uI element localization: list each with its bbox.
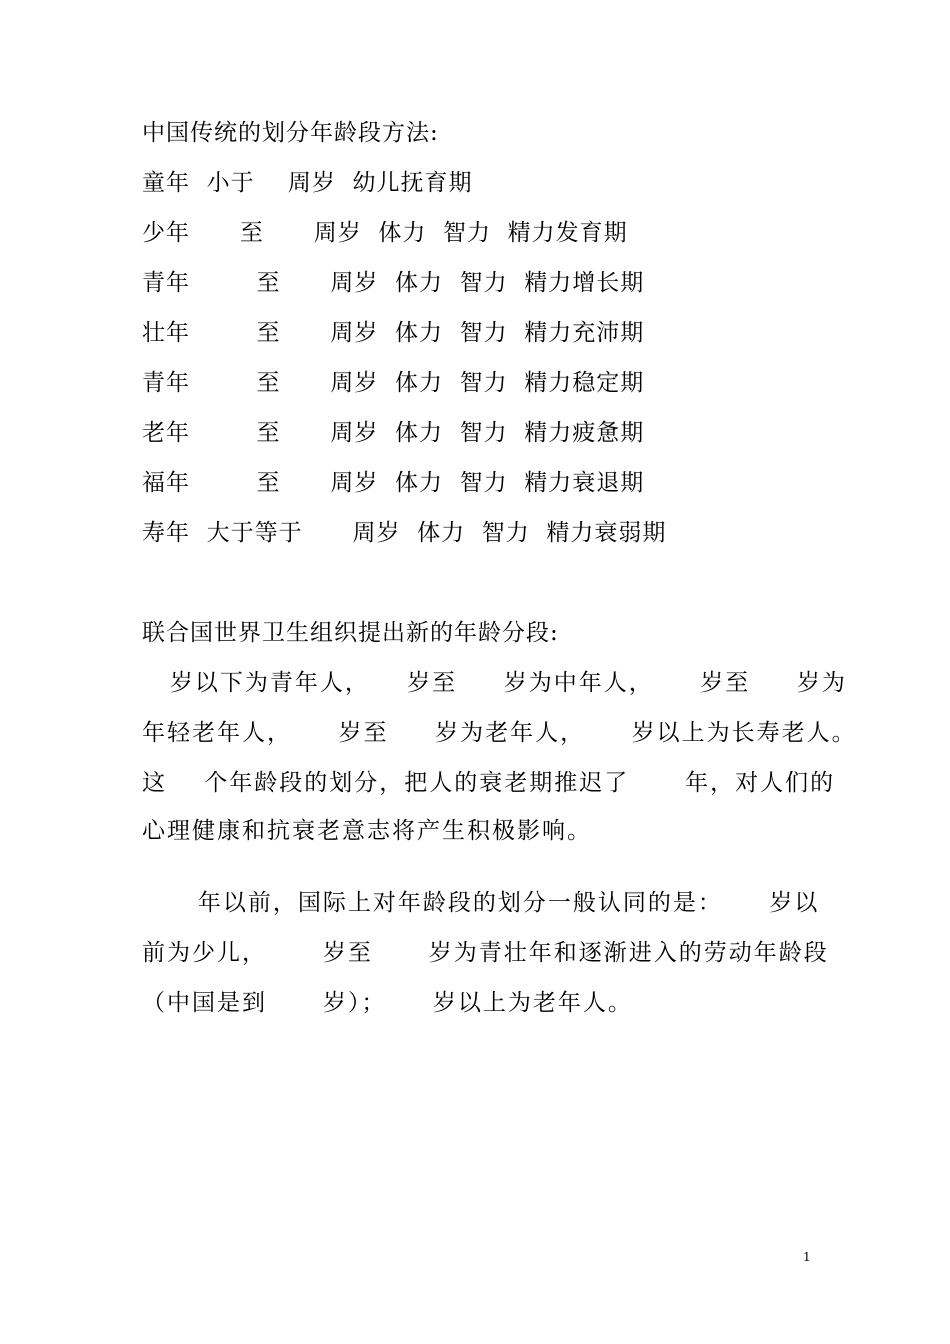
intl-paragraph-line-1: 年以前，国际上对年龄段的划分一般认同的是： 岁以 <box>142 890 820 916</box>
who-paragraph-line-4: 心理健康和抗衰老意志将产生积极影响。 <box>142 818 592 844</box>
age-row-blessed: 福年 至 周岁 体力 智力 精力衰退期 <box>142 470 645 496</box>
page-number: 1 <box>803 1250 811 1264</box>
age-row-youth: 少年 至 周岁 体力 智力 精力发育期 <box>142 220 628 246</box>
who-paragraph-line-2: 年轻老年人， 岁至 岁为老年人， 岁以上为长寿老人。 <box>142 720 857 746</box>
section-title-who: 联合国世界卫生组织提出新的年龄分段: <box>142 620 559 646</box>
age-row-stable: 青年 至 周岁 体力 智力 精力稳定期 <box>142 370 645 396</box>
who-paragraph-line-3: 这 个年龄段的划分，把人的衰老期推迟了 年，对人们的 <box>142 770 836 796</box>
age-row-prime: 壮年 至 周岁 体力 智力 精力充沛期 <box>142 320 645 346</box>
intl-paragraph-line-2: 前为少儿， 岁至 岁为青壮年和逐渐进入的劳动年龄段 <box>142 940 829 966</box>
who-paragraph-line-1: 岁以下为青年人， 岁至 岁为中年人， 岁至 岁为 <box>142 670 847 696</box>
age-row-childhood: 童年 小于 周岁 幼儿抚育期 <box>142 170 473 196</box>
intl-paragraph-line-3: （中国是到 岁）； 岁以上为老年人。 <box>142 990 633 1016</box>
age-row-young-adult: 青年 至 周岁 体力 智力 精力增长期 <box>142 270 645 296</box>
age-row-old: 老年 至 周岁 体力 智力 精力疲惫期 <box>142 420 645 446</box>
section-title-traditional: 中国传统的划分年龄段方法: <box>142 120 439 146</box>
age-row-longevity: 寿年 大于等于 周岁 体力 智力 精力衰弱期 <box>142 520 667 546</box>
